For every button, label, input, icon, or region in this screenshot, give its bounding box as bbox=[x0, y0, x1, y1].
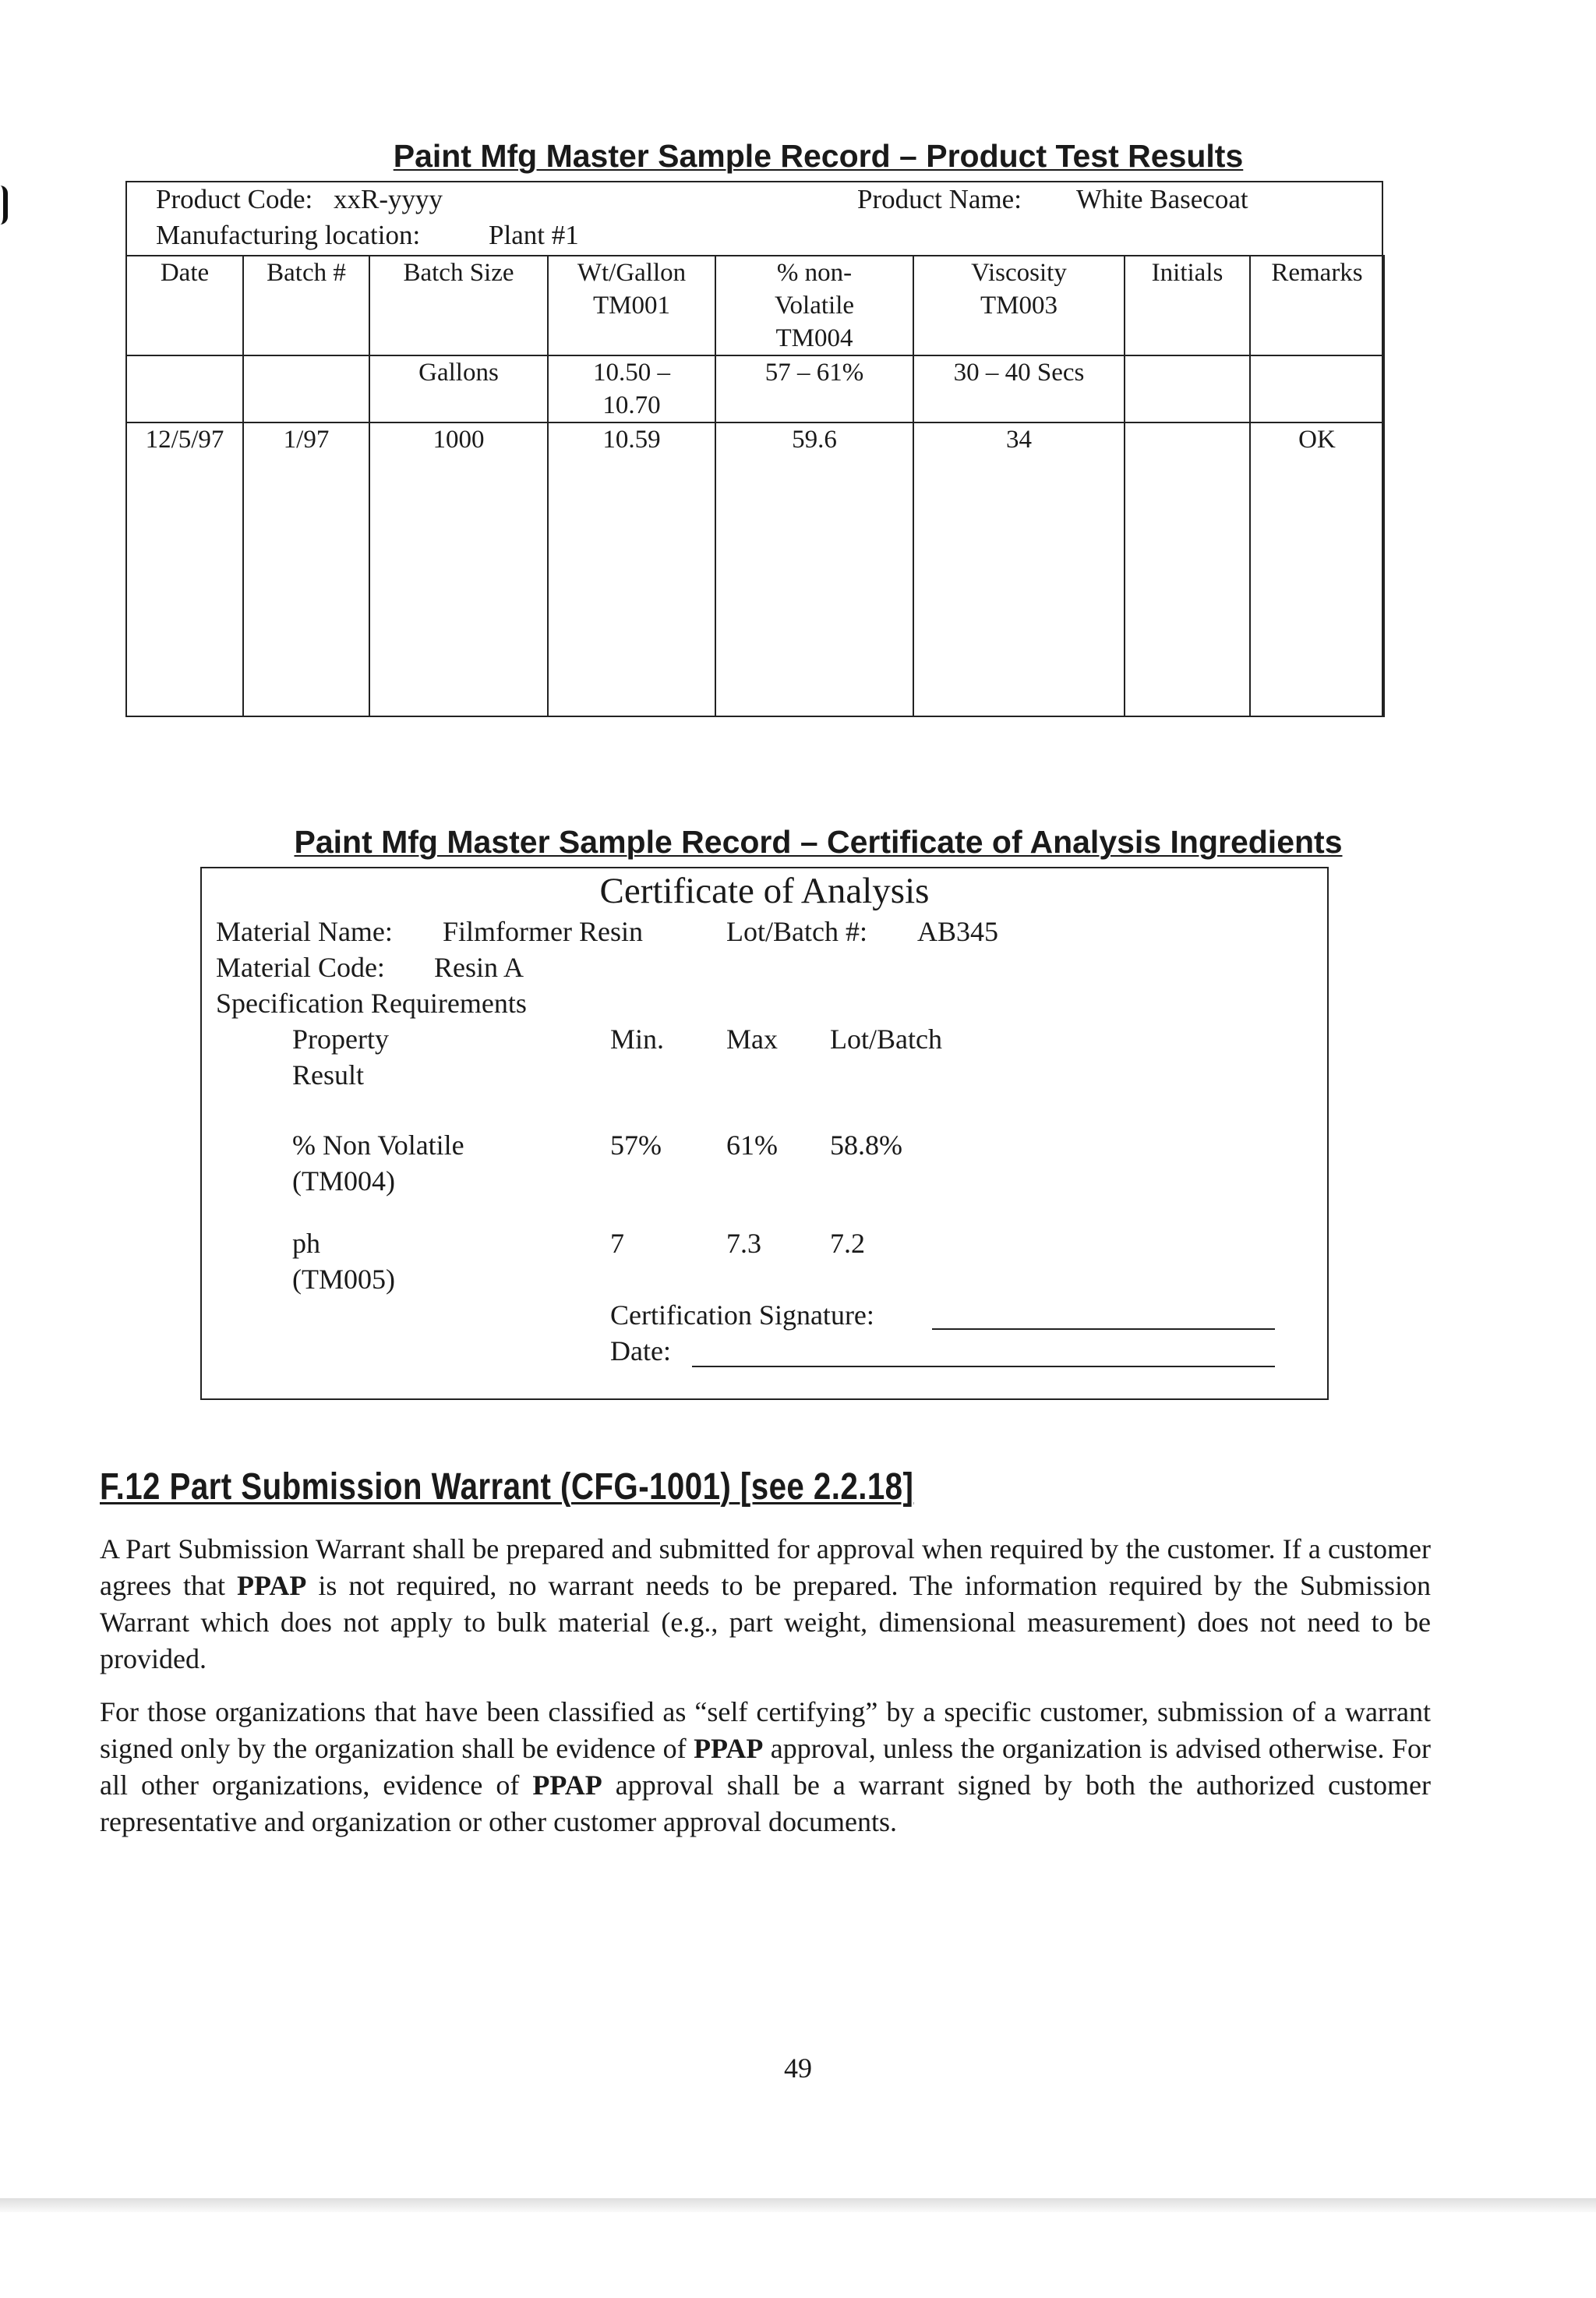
table-cell: OK bbox=[1250, 422, 1384, 716]
col-header-date bbox=[126, 256, 243, 355]
ph-property: ph bbox=[292, 1228, 320, 1259]
ppap-term: PPAP bbox=[694, 1733, 764, 1764]
ph-min: 7 bbox=[610, 1228, 624, 1259]
col-header-text: % non- Volatile TM004 bbox=[774, 259, 855, 352]
signature-line bbox=[932, 1328, 1275, 1330]
material-name-label: Material Name: bbox=[216, 916, 393, 947]
col-header-remarks bbox=[1250, 256, 1384, 355]
nonvolatile-min: 57% bbox=[610, 1130, 662, 1161]
section-title: F.12 Part Submission Warrant (CFG-1001) [see 2.2.18] bbox=[100, 1466, 914, 1508]
col-header-text: Viscosity TM003 bbox=[971, 259, 1067, 320]
cell-text: 10.50 – 10.70 bbox=[593, 359, 670, 419]
spec-row bbox=[126, 355, 1384, 422]
col-min: Min. bbox=[610, 1023, 665, 1055]
product-test-table bbox=[125, 255, 1385, 717]
col-header-wt-gallon bbox=[548, 256, 715, 355]
product-test-title: Paint Mfg Master Sample Record – Product Test Results bbox=[393, 138, 1244, 174]
material-code-label: Material Code: bbox=[216, 952, 385, 983]
lot-value: AB345 bbox=[917, 916, 999, 947]
col-header-nonvolatile bbox=[715, 256, 913, 355]
nonvolatile-max: 61% bbox=[726, 1130, 778, 1161]
col-header-text: Batch Size bbox=[403, 259, 514, 287]
signature-label: Certification Signature: bbox=[610, 1299, 874, 1331]
ph-method: (TM005) bbox=[292, 1264, 395, 1295]
col-header-viscosity bbox=[913, 256, 1125, 355]
col-result: Result bbox=[292, 1059, 365, 1091]
col-header-initials bbox=[1125, 256, 1250, 355]
table-cell: 10.59 bbox=[548, 422, 715, 716]
date-label: Date: bbox=[610, 1335, 671, 1366]
nonvolatile-result: 58.8% bbox=[830, 1130, 902, 1161]
table-cell: 1000 bbox=[369, 422, 548, 716]
product-code-label: Product Code: bbox=[156, 184, 313, 214]
table-cell: 30 – 40 Secs bbox=[913, 355, 1125, 422]
nonvolatile-method: (TM004) bbox=[292, 1165, 395, 1197]
product-name-value: White Basecoat bbox=[1076, 184, 1248, 214]
ppap-term: PPAP bbox=[237, 1570, 307, 1601]
coa-heading: Certificate of Analysis bbox=[599, 871, 930, 911]
table-header-row bbox=[126, 256, 1384, 355]
material-code-value: Resin A bbox=[434, 952, 524, 983]
table-cell bbox=[126, 355, 243, 422]
table-cell bbox=[243, 355, 369, 422]
col-header-batch bbox=[243, 256, 369, 355]
col-header-text: Wt/Gallon TM001 bbox=[577, 259, 687, 320]
paragraph-2-text-a: For those organizations that have been classified as “self certifying” by a specific customer, submission of a warrant signed only by the organization shall be evidence of bbox=[100, 1696, 1431, 1764]
scan-bracket-mark bbox=[0, 186, 8, 224]
table-cell bbox=[1125, 422, 1250, 716]
ph-max: 7.3 bbox=[726, 1228, 761, 1259]
table-cell: 59.6 bbox=[715, 422, 913, 716]
product-name-label: Product Name: bbox=[857, 184, 1022, 214]
spec-requirements-label: Specification Requirements bbox=[216, 988, 527, 1019]
material-name-value: Filmformer Resin bbox=[443, 916, 643, 947]
location-label: Manufacturing location: bbox=[156, 220, 421, 250]
col-header-text: Batch # bbox=[267, 259, 346, 287]
col-max: Max bbox=[726, 1023, 778, 1055]
table-cell: 34 bbox=[913, 422, 1125, 716]
table-cell bbox=[1125, 355, 1250, 422]
coa-section-title: Paint Mfg Master Sample Record – Certificate of Analysis Ingredients bbox=[294, 824, 1343, 860]
nonvolatile-property: % Non Volatile bbox=[292, 1130, 464, 1161]
ph-result: 7.2 bbox=[830, 1228, 865, 1259]
table-cell bbox=[1250, 355, 1384, 422]
paragraph-1-text-a: A Part Submission Warrant shall be prepared and submitted for approval when required by the customer. If a customer agrees that bbox=[100, 1533, 1431, 1601]
col-lot-batch: Lot/Batch bbox=[830, 1023, 942, 1055]
table-cell: 12/5/97 bbox=[126, 422, 243, 716]
date-line bbox=[692, 1366, 1275, 1367]
table-cell: 1/97 bbox=[243, 422, 369, 716]
table-cell: Gallons bbox=[369, 355, 548, 422]
paragraph-1-text-b: is not required, no warrant needs to be prepared. The information required by the Submission Warrant which does not apply to bulk material (e.g., part weight, dimensional measurement) does not need to be provided. bbox=[100, 1570, 1431, 1674]
paragraph-2-text-c: approval shall be a warrant signed by both the authorized customer representative and organization or other customer approval documents. bbox=[100, 1769, 1431, 1837]
data-row bbox=[126, 422, 1384, 716]
table-cell bbox=[548, 355, 715, 422]
page-number: 49 bbox=[784, 2052, 812, 2084]
col-property: Property bbox=[292, 1023, 389, 1055]
scan-edge-shade bbox=[0, 2198, 1596, 2212]
product-code-value: xxR-yyyy bbox=[334, 184, 443, 214]
col-header-text: Date bbox=[160, 259, 210, 287]
paragraph-1 bbox=[100, 1531, 1431, 1678]
lot-label: Lot/Batch #: bbox=[726, 916, 867, 947]
col-header-text: Remarks bbox=[1271, 259, 1363, 287]
location-value: Plant #1 bbox=[489, 220, 579, 250]
paragraph-2 bbox=[100, 1694, 1431, 1840]
col-header-text: Initials bbox=[1151, 259, 1223, 287]
ppap-term: PPAP bbox=[532, 1769, 602, 1801]
table-cell: 57 – 61% bbox=[715, 355, 913, 422]
col-header-batch-size bbox=[369, 256, 548, 355]
paragraph-2-text-b: approval, unless the organization is advised otherwise. For all other organizations, evidence of bbox=[100, 1733, 1431, 1801]
